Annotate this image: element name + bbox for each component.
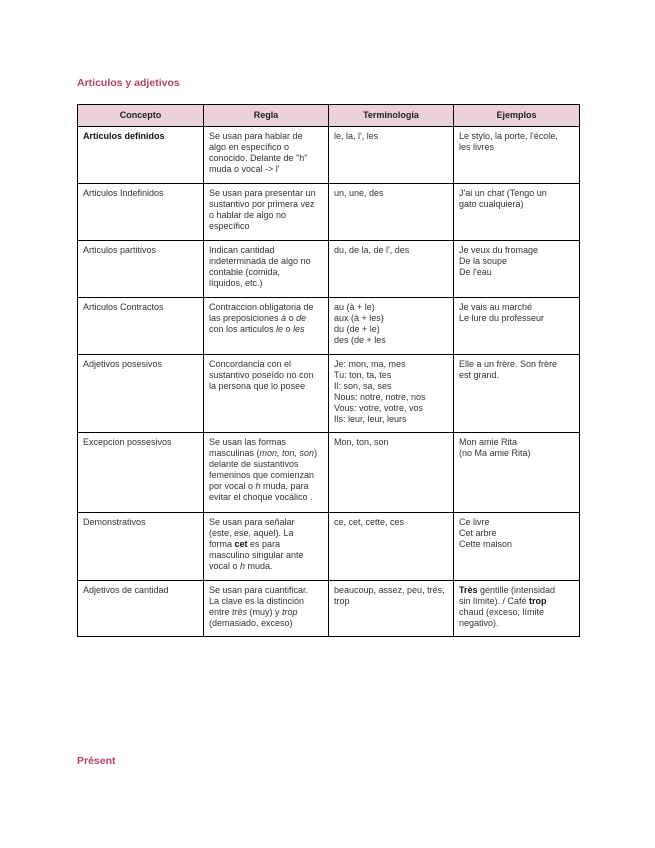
cell-terminologia: beaucoup, assez, peu, très, trop [329,581,454,637]
cell-terminologia: du, de la, de l', des [329,241,454,298]
cell-regla: Se usan para presentar un sustantivo por primera vez o hablar de algo no específico [204,184,329,241]
table-row [78,127,580,184]
section-title-present: Présent [77,755,116,767]
cell-terminologia: Je: mon, ma, mes Tu: ton, ta, tes Il: son, sa, ses Nous: notre, notre, nos Vous: votre, votre, vos Ils: leur, leur, leurs [329,355,454,433]
table-header-row [78,105,580,127]
cell-regla: Concordancia con el sustantivo poseído no con la persona que lo posee [204,355,329,433]
cell-terminologia: un, une, des [329,184,454,241]
grammar-table [77,104,580,637]
cell-concepto: Adjetivos posesivos [78,355,204,433]
cell-concepto: Articulos definidos [78,127,204,184]
cell-regla: Se usan para hablar de algo en específico o conocido. Delante de "h" muda o vocal -> l' [204,127,329,184]
cell-concepto: Demonstrativos [78,513,204,581]
cell-terminologia: Mon, ton, son [329,433,454,513]
table-row [78,184,580,241]
cell-concepto: Articulos Contractos [78,298,204,355]
table-row [78,581,580,637]
header-regla: Regla [204,105,329,127]
table-row [78,513,580,581]
cell-terminologia: ce, cet, cette, ces [329,513,454,581]
cell-regla: Indican cantidad indeterminada de algo no contable (comida, líquidos, etc.) [204,241,329,298]
cell-ejemplos: Mon amie Rita (no Ma amie Rita) [454,433,580,513]
cell-ejemplos: Je veux du fromage De la soupe De l'eau [454,241,580,298]
table-row [78,433,580,513]
cell-ejemplos: Le stylo, la porte, l'école, les livres [454,127,580,184]
cell-regla: Se usan las formas masculinas (mon, ton, son) delante de sustantivos femeninos que comienzan por vocal o h muda, para evitar el choque vocálico . [204,433,329,513]
cell-concepto: Articulos Indefinidos [78,184,204,241]
cell-ejemplos: Très gentille (intensidad sin límite). / Café trop chaud (exceso, límite negativo). [454,581,580,637]
header-terminologia: Terminologia [329,105,454,127]
header-ejemplos: Ejemplos [454,105,580,127]
cell-ejemplos: Elle a un frère. Son frère est grand. [454,355,580,433]
cell-regla: Se usan para señalar (este, ese, aquel). La forma cet es para masculino singular ante vocal o h muda. [204,513,329,581]
cell-concepto: Excepcion possesivos [78,433,204,513]
cell-ejemplos: J'ai un chat (Tengo un gato cualquiera) [454,184,580,241]
cell-concepto: Articulos partitivos [78,241,204,298]
cell-ejemplos: Ce livre Cet arbre Cette maison [454,513,580,581]
cell-regla: Se usan para cuantificar. La clave es la distinción entre très (muy) y trop (demasiado, exceso) [204,581,329,637]
cell-terminologia: le, la, l', les [329,127,454,184]
header-concepto: Concepto [78,105,204,127]
table-row [78,241,580,298]
cell-terminologia: au (à + le) aux (à + les) du (de + le) des (de + les [329,298,454,355]
cell-ejemplos: Je vais au marché Le lure du professeur [454,298,580,355]
cell-concepto: Adjetivos de cantidad [78,581,204,637]
table-row [78,355,580,433]
cell-regla: Contraccion obligatoria de las preposiciones à o de con los articulos le o les [204,298,329,355]
table-row [78,298,580,355]
section-title-articulos: Articulos y adjetivos [77,77,180,89]
